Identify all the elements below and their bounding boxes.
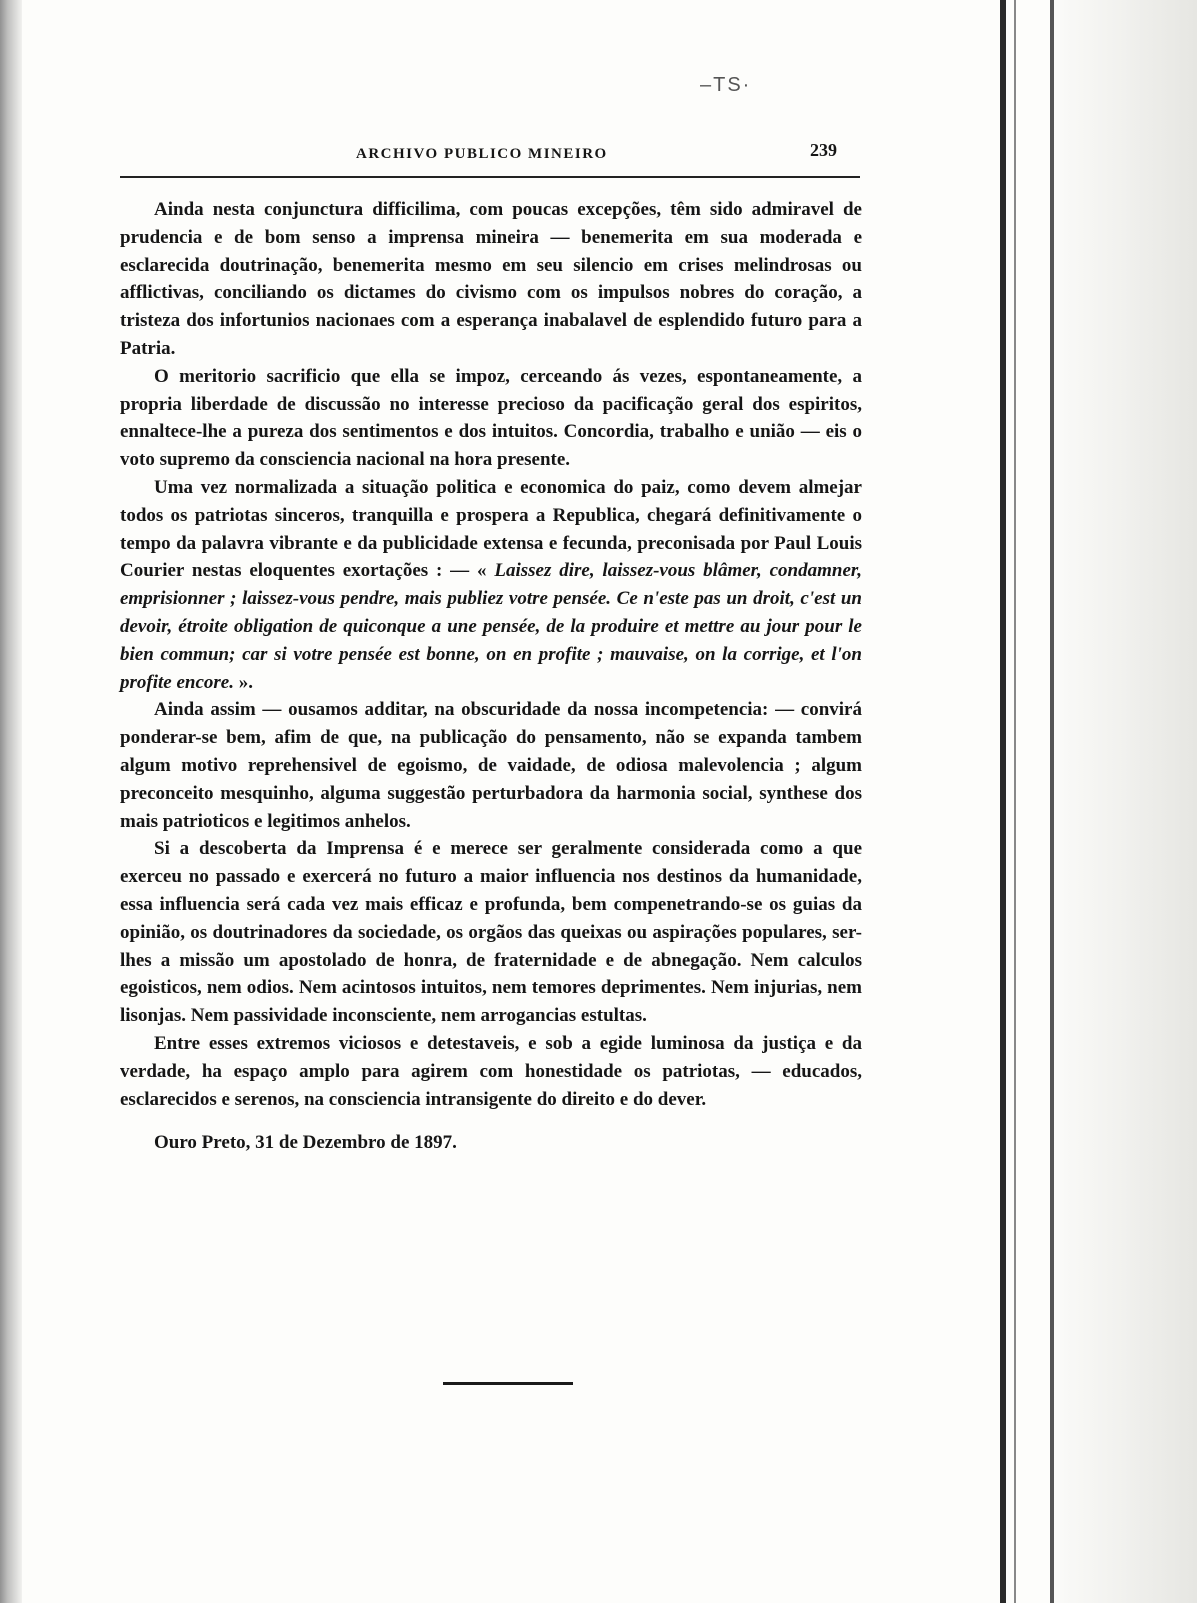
paragraph-3-lead: Uma vez normalizada a situação politica e economica do paiz, como devem almejar todos os patriotas sinceros, tranquilla e prospera a Republica, chegará definitivamente o tempo da palavra vibrante e da publicidade extensa e fecunda, preconisada por Paul Louis Courier nestas eloquentes exortações : — « bbox=[120, 476, 862, 582]
library-stamp: –TS· bbox=[700, 74, 752, 96]
binding-edge-line bbox=[1000, 0, 1006, 1603]
page-left-shadow bbox=[0, 0, 22, 1603]
paragraph-6: Entre esses extremos viciosos e detestaveis, e sob a egide luminosa da justiça e da verdade, ha espaço amplo para agirem com honestidade os patriotas, — educados, esclarecidos e serenos, na consciencia intransigente do direito e do dever. bbox=[120, 1032, 862, 1110]
binding-edge-line-outer bbox=[1050, 0, 1054, 1603]
page-number: 239 bbox=[810, 140, 837, 160]
header-rule bbox=[120, 176, 860, 178]
article-body bbox=[120, 196, 862, 1157]
paragraph-4: Ainda assim — ousamos additar, na obscuridade da nossa incompetencia: — convirá ponderar-se bem, afim de que, na publicação do pensamento, não se expanda tambem algum motivo reprehensivel de egoismo, de vaidade, de odiosa malevolencia ; algum preconceito mesquinho, alguma suggestão perturbadora da harmonia social, synthese dos mais patrioticos e legitimos anhelos. bbox=[120, 699, 862, 832]
paragraph-1: Ainda nesta conjunctura difficilima, com poucas excepções, têm sido admiravel de prudencia e de bom senso a imprensa mineira — benemerita em sua moderada e esclarecida doutrinação, benemerita mesmo em seu silencio em crises melindrosas ou afflictivas, conciliando os dictames do civismo com os impulsos nobres do coração, a tristeza dos infortunios nacionaes com a esperança inabalavel de esplendido futuro para a Patria. bbox=[120, 199, 862, 359]
paragraph-5: Si a descoberta da Imprensa é e merece ser geralmente considerada como a que exerceu no passado e exercerá no futuro a maior influencia nos destinos da humanidade, essa influencia será cada vez mais efficaz e profunda, bem compenetrando-se os guias da opinião, os doutrinadores da sociedade, os orgãos das queixas ou aspirações populares, ser-lhes a missão um apostolado de honra, de fraternidade e de abnegação. Nem calculos egoisticos, nem odios. Nem acintosos intuitos, nem temores deprimentes. Nem injurias, nem lisonjas. Nem passividade inconsciente, nem arrogancias estultas. bbox=[120, 838, 862, 1027]
page-right-margin bbox=[1052, 0, 1197, 1603]
end-rule bbox=[443, 1382, 573, 1385]
paragraph-2: O meritorio sacrificio que ella se impoz, cerceando ás vezes, espontaneamente, a propria liberdade de discussão no interesse precioso da pacificação geral dos espiritos, ennaltece-lhe a pureza dos sentimentos e dos intuitos. Concordia, trabalho e união — eis o voto supremo da consciencia nacional na hora presente. bbox=[120, 365, 862, 471]
binding-edge-line-inner bbox=[1014, 0, 1016, 1603]
dateline: Ouro Preto, 31 de Dezembro de 1897. bbox=[154, 1132, 457, 1154]
paragraph-3-tail: ». bbox=[233, 671, 253, 693]
paragraph-3 bbox=[120, 474, 862, 696]
courier-quote: Laissez dire, laissez-vous blâmer, condamner, emprisionner ; laissez-vous pendre, mais publiez votre pensée. Ce n'este pas un droit, c'est un devoir, étroite obligation de quiconque a une pensée, de la produire et mettre au jour pour le bien commun; car si votre pensée est bonne, on en profite ; mauvaise, on la corrige, et l'on profite encore. bbox=[120, 560, 862, 693]
page-header bbox=[120, 140, 860, 190]
running-title: ARCHIVO PUBLICO MINEIRO bbox=[356, 146, 608, 162]
